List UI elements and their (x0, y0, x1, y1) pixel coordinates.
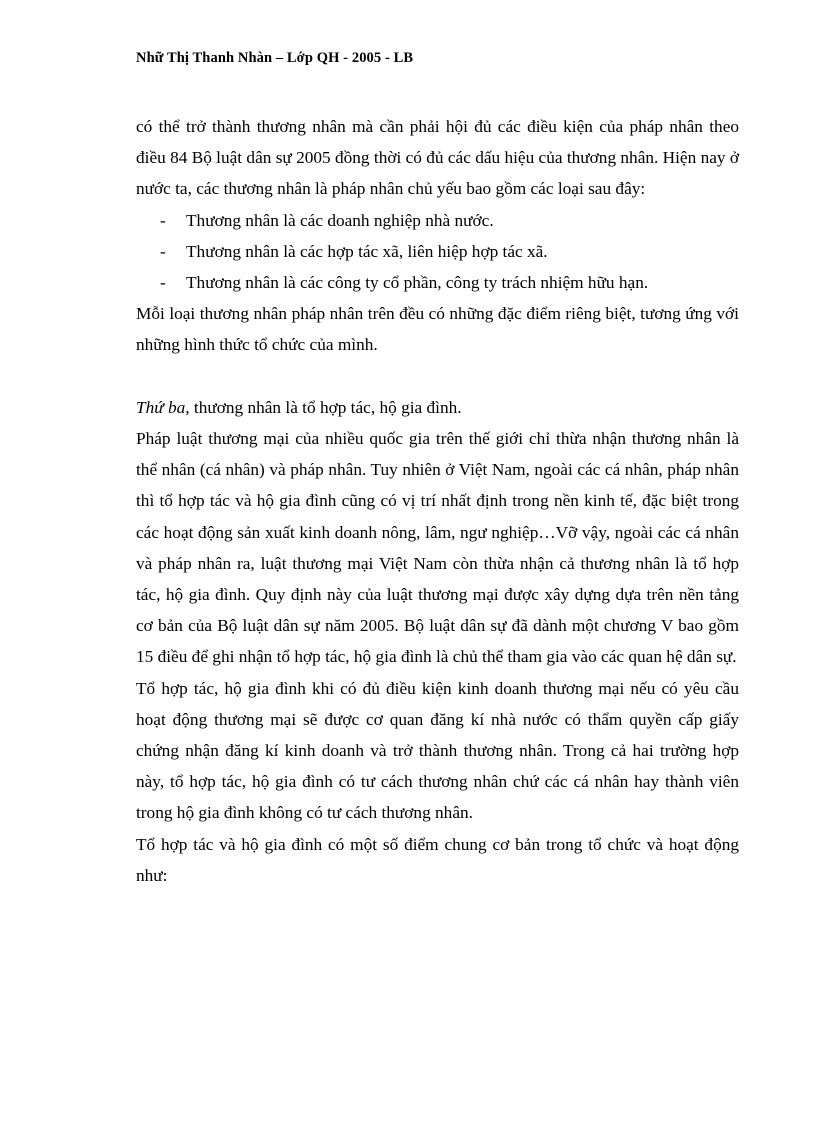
legal-entity-list (136, 205, 739, 299)
list-item-text: Thương nhân là các công ty cổ phần, công ty trách nhiệm hữu hạn. (186, 273, 649, 293)
summary-paragraph: Mỗi loại thương nhân pháp nhân trên đều có những đặc điểm riêng biệt, tương ứng với những hình thức tổ chức của mình. (136, 304, 739, 355)
list-item-text: Thương nhân là các hợp tác xã, liên hiệp hợp tác xã. (186, 241, 548, 261)
list-item (136, 267, 739, 298)
section-heading-text: thương nhân là tổ hợp tác, hộ gia đình. (189, 397, 462, 417)
section-heading-italic: Thứ ba, (136, 397, 190, 417)
section-heading (136, 392, 739, 423)
registration-paragraph: Tổ hợp tác, hộ gia đình khi có đủ điều kiện kinh doanh thương mại nếu có yêu cầu hoạt động thương mại sẽ được cơ quan đăng kí nhà nước có thẩm quyền cấp giấy chứng nhận đăng kí kinh doanh và trở thành thương nhân. Trong cả hai trường hợp này, tổ hợp tác, hộ gia đình có tư cách thương nhân chứ các cá nhân hay thành viên trong hộ gia đình không có tư cách thương nhân. (136, 678, 739, 823)
law-paragraph: Pháp luật thương mại của nhiều quốc gia trên thế giới chỉ thừa nhận thương nhân là thể nhân (cá nhân) và pháp nhân. Tuy nhiên ở Việt Nam, ngoài các cá nhân, pháp nhân thì tổ hợp tác và hộ gia đình cũng có vị trí nhất định trong nền kinh tế, đặc biệt trong các hoạt động sản xuất kinh doanh nông, lâm, ngư nghiệp…Vỡ vậy, ngoài các cá nhân và pháp nhân ra, luật thương mại Việt Nam còn thừa nhận cả thương nhân là tổ hợp tác, hộ gia đình. Quy định này của luật thương mại được xây dựng dựa trên nền tảng cơ bản của Bộ luật dân sự năm 2005. Bộ luật dân sự đã dành một chương V bao gồm 15 điều để ghi nhận tổ hợp tác, hộ gia đình là chủ thể tham gia vào các quan hệ dân sự. (136, 429, 739, 667)
intro-paragraph: có thể trở thành thương nhân mà cần phải hội đủ các điều kiện của pháp nhân theo điều 84 Bộ luật dân sự 2005 đồng thời có đủ các dấu hiệu của thương nhân. Hiện nay ở nước ta, các thương nhân là pháp nhân chủ yếu bao gồm các loại sau đây: (136, 117, 739, 199)
bullet-dash: - (160, 273, 166, 293)
list-item (136, 236, 739, 267)
document-body (136, 111, 739, 891)
common-points-paragraph: Tổ hợp tác và hộ gia đình có một số điểm chung cơ bản trong tổ chức và hoạt động như: (136, 834, 739, 885)
page-header: Nhữ Thị Thanh Nhàn – Lớp QH - 2005 - LB (136, 50, 414, 66)
paragraph-spacer (136, 361, 739, 392)
bullet-dash: - (160, 241, 166, 261)
list-item (136, 205, 739, 236)
bullet-dash: - (160, 210, 166, 230)
list-item-text: Thương nhân là các doanh nghiệp nhà nước. (186, 210, 494, 230)
